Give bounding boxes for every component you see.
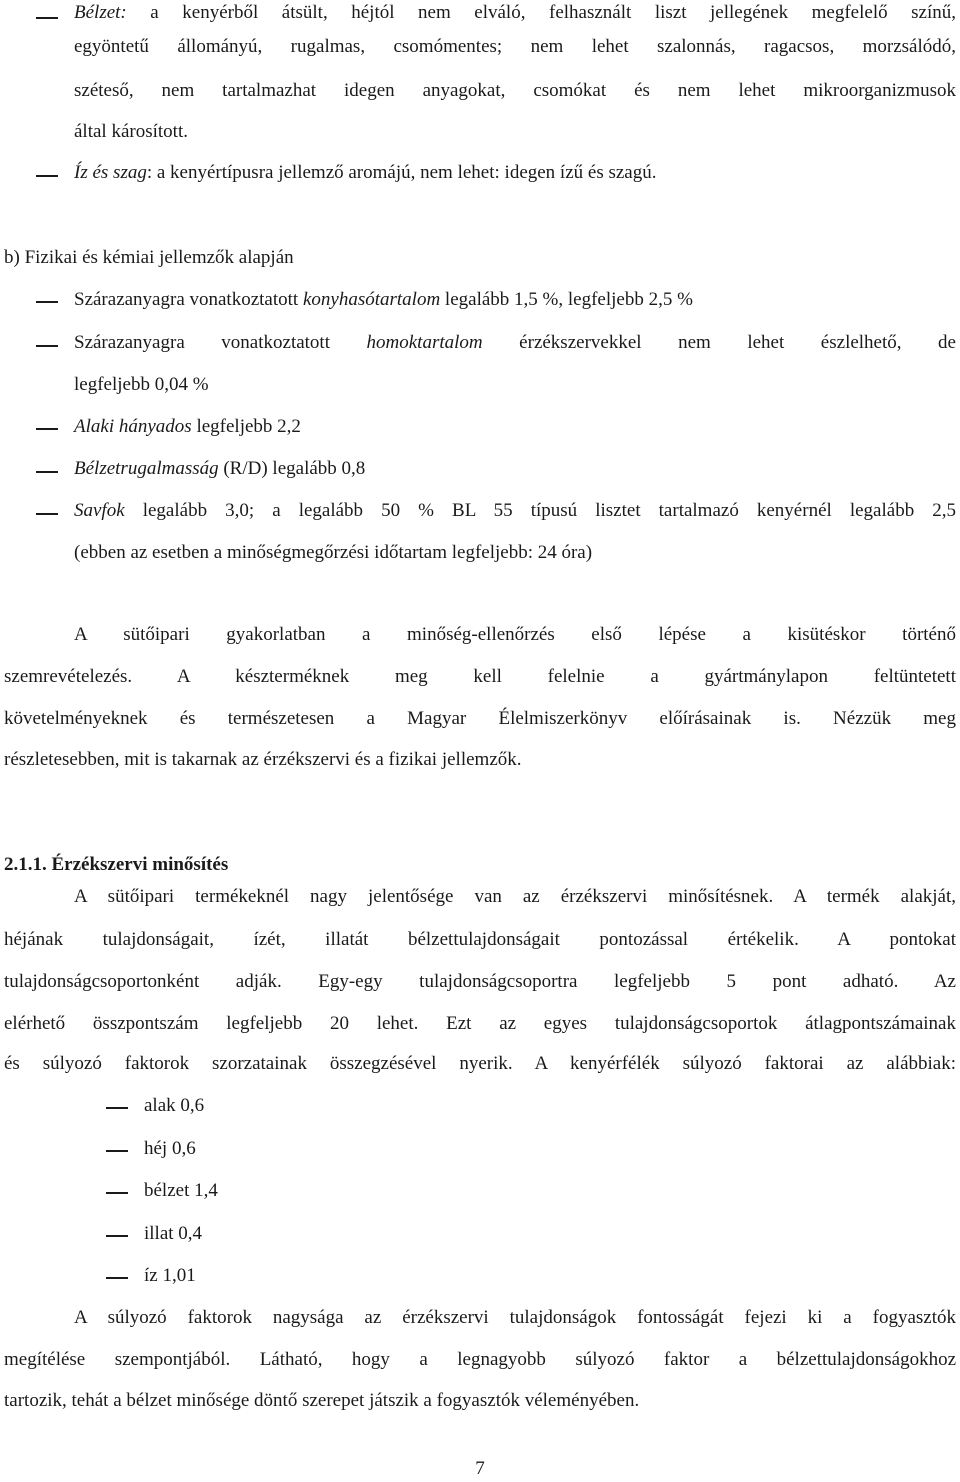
bullet-dash [36, 175, 58, 177]
bullet-dash [106, 1235, 128, 1237]
physical-item-salt: Szárazanyagra vonatkoztatott konyhasótartalom legalább 1,5 %, legfeljebb 2,5 % [74, 289, 693, 310]
bullet-dash [106, 1192, 128, 1194]
physical-item-sand-cont: legfeljebb 0,04 % [74, 374, 209, 395]
bullet-dash [36, 513, 58, 515]
paragraph-1-line-3: követelményeknek és természetesen a Magyar Élelmiszerkönyv előírásainak is. Nézzük meg [4, 708, 956, 729]
bullet-dash [106, 1107, 128, 1109]
belzet-line-3: széteső, nem tartalmazhat idegen anyagokat, csomókat és nem lehet mikroorganizmusok [74, 80, 956, 101]
bullet-dash [106, 1277, 128, 1279]
factor-item: bélzet 1,4 [144, 1180, 218, 1201]
paragraph-2-line-4: elérhető összpontszám legfeljebb 20 lehet. Ezt az egyes tulajdonságcsoportok átlagpontszámainak [4, 1013, 956, 1034]
paragraph-3-line-2: megítélése szempontjából. Látható, hogy a legnagyobb súlyozó faktor a bélzettulajdonságokhoz [4, 1349, 956, 1370]
physical-item-acidity-cont: (ebben az esetben a minőségmegőrzési időtartam legfeljebb: 24 óra) [74, 542, 593, 563]
factor-item: íz 1,01 [144, 1265, 196, 1286]
paragraph-2-line-5: és súlyozó faktorok szorzatainak összegzésével nyerik. A kenyérfélék súlyozó faktorai az alábbiak: [4, 1053, 956, 1074]
bullet-dash [36, 428, 58, 430]
belzet-line-4: által károsított. [74, 121, 188, 142]
bullet-dash [36, 345, 58, 347]
physical-item-sand: Szárazanyagra vonatkoztatott homoktartalom érzékszervekkel nem lehet észlelhető, de [74, 332, 956, 353]
page-number: 7 [475, 1458, 485, 1479]
paragraph-2-line-2: héjának tulajdonságait, ízét, illatát bélzettulajdonságait pontozással értékelik. A pontokat [4, 929, 956, 950]
iz-szag-line: Íz és szag: a kenyértípusra jellemző aromájú, nem lehet: idegen ízű és szagú. [74, 162, 657, 183]
bullet-dash [36, 301, 58, 303]
paragraph-2-line-3: tulajdonságcsoportonként adják. Egy-egy tulajdonságcsoportra legfeljebb 5 pont adható. Az [4, 971, 956, 992]
factor-item: illat 0,4 [144, 1223, 203, 1244]
section-heading: 2.1.1. Érzékszervi minősítés [4, 854, 229, 875]
bullet-dash [36, 17, 58, 19]
physical-heading: b) Fizikai és kémiai jellemzők alapján [4, 247, 294, 268]
bullet-dash [36, 471, 58, 473]
physical-item-acidity: Savfok legalább 3,0; a legalább 50 % BL 55 típusú lisztet tartalmazó kenyérnél legalább 2,5 [74, 500, 956, 521]
paragraph-3-line-3: tartozik, tehát a bélzet minősége döntő szerepet játszik a fogyasztók véleményében. [4, 1390, 640, 1411]
bullet-dash [106, 1150, 128, 1152]
factor-item: alak 0,6 [144, 1095, 205, 1116]
factor-item: héj 0,6 [144, 1138, 196, 1159]
paragraph-1-line-1: A sütőipari gyakorlatban a minőség-ellenőrzés első lépése a kisütéskor történő [74, 624, 956, 645]
paragraph-2-line-1: A sütőipari termékeknél nagy jelentősége van az érzékszervi minősítésnek. A termék alakját, [74, 886, 956, 907]
paragraph-1-line-4: részletesebben, mit is takarnak az érzékszervi és a fizikai jellemzők. [4, 749, 522, 770]
belzet-line-1: Bélzet: a kenyérből átsült, héjtól nem elváló, felhasznált liszt jellegének megfelelő színű, [74, 2, 956, 23]
physical-item-elasticity: Bélzetrugalmasság (R/D) legalább 0,8 [74, 458, 366, 479]
paragraph-3-line-1: A súlyozó faktorok nagysága az érzékszervi tulajdonságok fontosságát fejezi ki a fogyasztók [74, 1307, 956, 1328]
physical-item-shape: Alaki hányados legfeljebb 2,2 [74, 416, 301, 437]
belzet-line-2: egyöntetű állományú, rugalmas, csomómentes; nem lehet szalonnás, ragacsos, morzsálódó, [74, 36, 956, 57]
paragraph-1-line-2: szemrevételezés. A készterméknek meg kell felelnie a gyártmánylapon feltüntetett [4, 666, 956, 687]
